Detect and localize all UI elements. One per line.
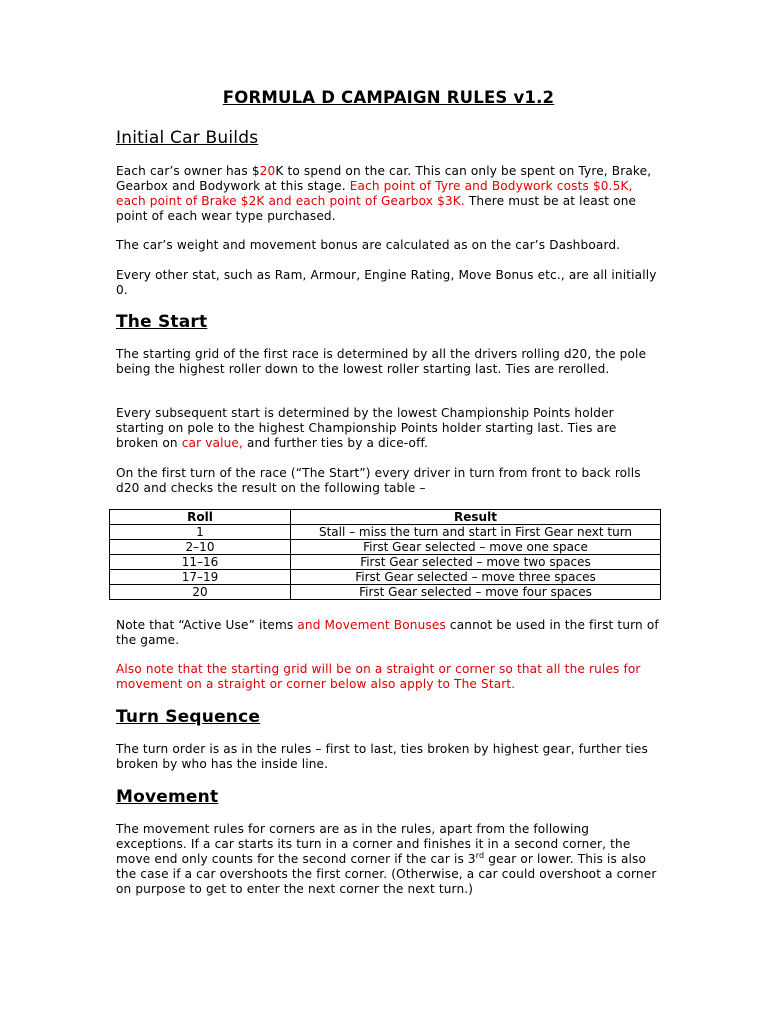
table-cell-roll: 11–16	[110, 555, 291, 570]
table-cell-roll: 17–19	[110, 570, 291, 585]
heading-turn-sequence: Turn Sequence	[116, 707, 261, 727]
table-header-result: Result	[291, 510, 661, 525]
table-row	[110, 555, 661, 570]
start-paragraph-active-use: Note that “Active Use” items and Movement Bonuses cannot be used in the first turn of the game.	[116, 618, 659, 647]
initial-paragraph-weight: The car’s weight and movement bonus are calculated as on the car’s Dashboard.	[116, 238, 621, 252]
table-cell-result: First Gear selected – move one space	[291, 540, 661, 555]
table-row	[110, 570, 661, 585]
start-paragraph-subsequent: Every subsequent start is determined by the lowest Championship Points holder starting on pole to the highest Championship Points holder starting last. Ties are broken on car value, and further ties by a dice-off.	[116, 406, 617, 450]
table-row	[110, 525, 661, 540]
table-row	[110, 540, 661, 555]
start-paragraph-grid-note: Also note that the starting grid will be on a straight or corner so that all the rules for movement on a straight or corner below also apply to The Start.	[116, 662, 641, 691]
document-title: FORMULA D CAMPAIGN RULES v1.2	[222, 88, 555, 107]
table-cell-result: First Gear selected – move two spaces	[291, 555, 661, 570]
table-cell-result: Stall – miss the turn and start in First Gear next turn	[291, 525, 661, 540]
initial-paragraph-budget: Each car’s owner has $20K to spend on the car. This can only be spent on Tyre, Brake, Gearbox and Bodywork at this stage. Each point of Tyre and Bodywork costs $0.5K, each point of Brake $2K and each point of Gearbox $3K. There must be at least one point of each wear type purchased.	[116, 164, 652, 223]
start-paragraph-first-turn: On the first turn of the race (“The Start”) every driver in turn from front to back rolls d20 and checks the result on the following table –	[116, 466, 641, 495]
table-cell-result: First Gear selected – move three spaces	[291, 570, 661, 585]
heading-the-start: The Start	[116, 312, 208, 332]
table-header-row	[110, 510, 661, 525]
movement-paragraph-corners: The movement rules for corners are as in the rules, apart from the following exceptions. If a car starts its turn in a corner and finishes it in a second corner, the move end only counts for the second corner if the car is 3rd gear or lower. This is also the case if a car overshoots the first corner. (Otherwise, a car could overshoot a corner on purpose to get to enter the next corner the next turn.)	[116, 822, 657, 896]
table-cell-roll: 2–10	[110, 540, 291, 555]
start-roll-table	[109, 509, 661, 600]
table-header-roll: Roll	[110, 510, 291, 525]
table-cell-result: First Gear selected – move four spaces	[291, 585, 661, 600]
heading-initial-car-builds: Initial Car Builds	[116, 128, 259, 148]
start-paragraph-grid: The starting grid of the first race is determined by all the drivers rolling d20, the pole being the highest roller down to the lowest roller starting last. Ties are rerolled.	[116, 347, 647, 376]
initial-paragraph-stats: Every other stat, such as Ram, Armour, Engine Rating, Move Bonus etc., are all initially 0.	[116, 268, 657, 297]
table-cell-roll: 20	[110, 585, 291, 600]
turn-paragraph-order: The turn order is as in the rules – first to last, ties broken by highest gear, further ties broken by who has the inside line.	[116, 742, 648, 771]
heading-movement: Movement	[116, 787, 219, 807]
table-row	[110, 585, 661, 600]
table-cell-roll: 1	[110, 525, 291, 540]
